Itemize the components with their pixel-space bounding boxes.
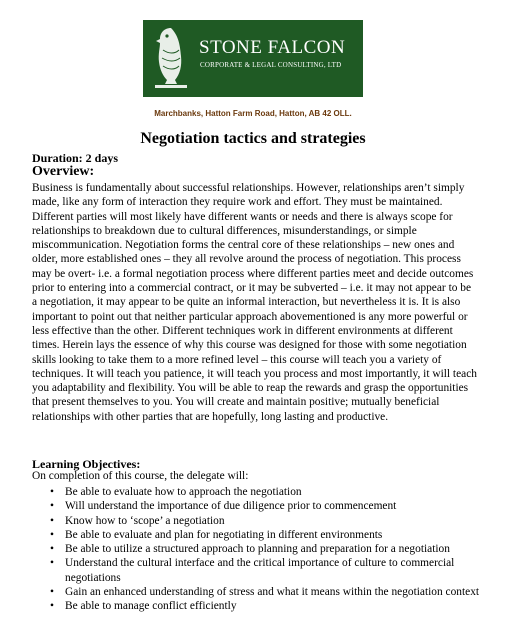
- list-item: [50, 585, 480, 599]
- bullet-icon: •: [50, 586, 54, 599]
- bullet-icon: •: [50, 500, 54, 513]
- bullet-icon: •: [50, 486, 54, 498]
- learning-objectives-list: [50, 485, 480, 614]
- list-item-text: Be able to evaluate how to approach the negotiation: [65, 486, 302, 498]
- list-item: [50, 514, 480, 528]
- bullet-icon: •: [50, 528, 54, 541]
- list-item-text: Be able to evaluate and plan for negotiating in different environments: [65, 528, 383, 541]
- list-item-text: Know how to ‘scope’ a negotiation: [65, 514, 225, 527]
- list-item: [50, 556, 480, 585]
- brand-tagline: CORPORATE & LEGAL CONSULTING, LTD: [200, 61, 342, 69]
- brand-name: STONE FALCON: [199, 37, 346, 58]
- course-duration: Duration: 2 days: [32, 151, 119, 165]
- list-item-text: Be able to utilize a structured approach to planning and preparation for a negotiation: [65, 543, 450, 556]
- list-item-text: Be able to manage conflict efficiently: [65, 600, 237, 613]
- list-item: [50, 528, 480, 542]
- falcon-icon: [149, 24, 193, 90]
- bullet-icon: •: [50, 600, 54, 613]
- list-item: [50, 485, 480, 499]
- document-title: Negotiation tactics and strategies: [140, 130, 366, 147]
- list-item: [50, 599, 480, 613]
- overview-heading: Overview:: [32, 164, 95, 179]
- bullet-icon: •: [50, 543, 54, 556]
- bullet-icon: •: [50, 514, 54, 527]
- company-logo: [143, 20, 363, 97]
- list-item-text: Understand the cultural interface and the critical importance of culture to commercial negotiations: [65, 557, 455, 584]
- company-address: Marchbanks, Hatton Farm Road, Hatton, AB 42 OLL.: [154, 109, 352, 118]
- list-item-text: Will understand the importance of due diligence prior to commencement: [65, 500, 397, 513]
- learning-objectives-intro: On completion of this course, the delegate will:: [32, 470, 249, 482]
- list-item: [50, 499, 480, 513]
- overview-paragraph: Business is fundamentally about successful relationships. However, relationships aren’t simply made, like any form of interaction they require work and effort. They must be maintained. Different parties will most likely have different wants or needs and there is always scope for relationships to breakdown due to cultural differences, misunderstandings, or simple miscommunication. Negotiation forms the central core of these relationships – new ones and older, more established ones – they all revolve around the process of negotiation. This process may be overt- i.e. a formal negotiation process where different parties meet and decide outcomes prior to entering into a commercial contract, or it may be subverted – i.e. it may not appear to be a negotiation, it may appear to be quite an informal interaction, but nevertheless it is. It is also important to point out that neither particular approach abovementioned is any more powerful or less effective than the other. Different techniques work in different environments at different times. Herein lays the essence of why this course was designed for those with some negotiation skills looking to take them to a more refined level – this course will teach you a variety of techniques. It will teach you patience, it will teach you process and most importantly, it will teach you adaptability and flexibility. You will be able to reap the rewards and grasp the opportunities that present themselves to you. You will create and maintain positive; mutually beneficial relationships with other parties that are hopefully, long lasting and productive.: [32, 182, 477, 423]
- bullet-icon: •: [50, 557, 54, 570]
- learning-objectives-heading: Learning Objectives:: [32, 457, 141, 471]
- list-item-text: Gain an enhanced understanding of stress and what it means within the negotiation context: [65, 586, 480, 599]
- list-item: [50, 542, 480, 556]
